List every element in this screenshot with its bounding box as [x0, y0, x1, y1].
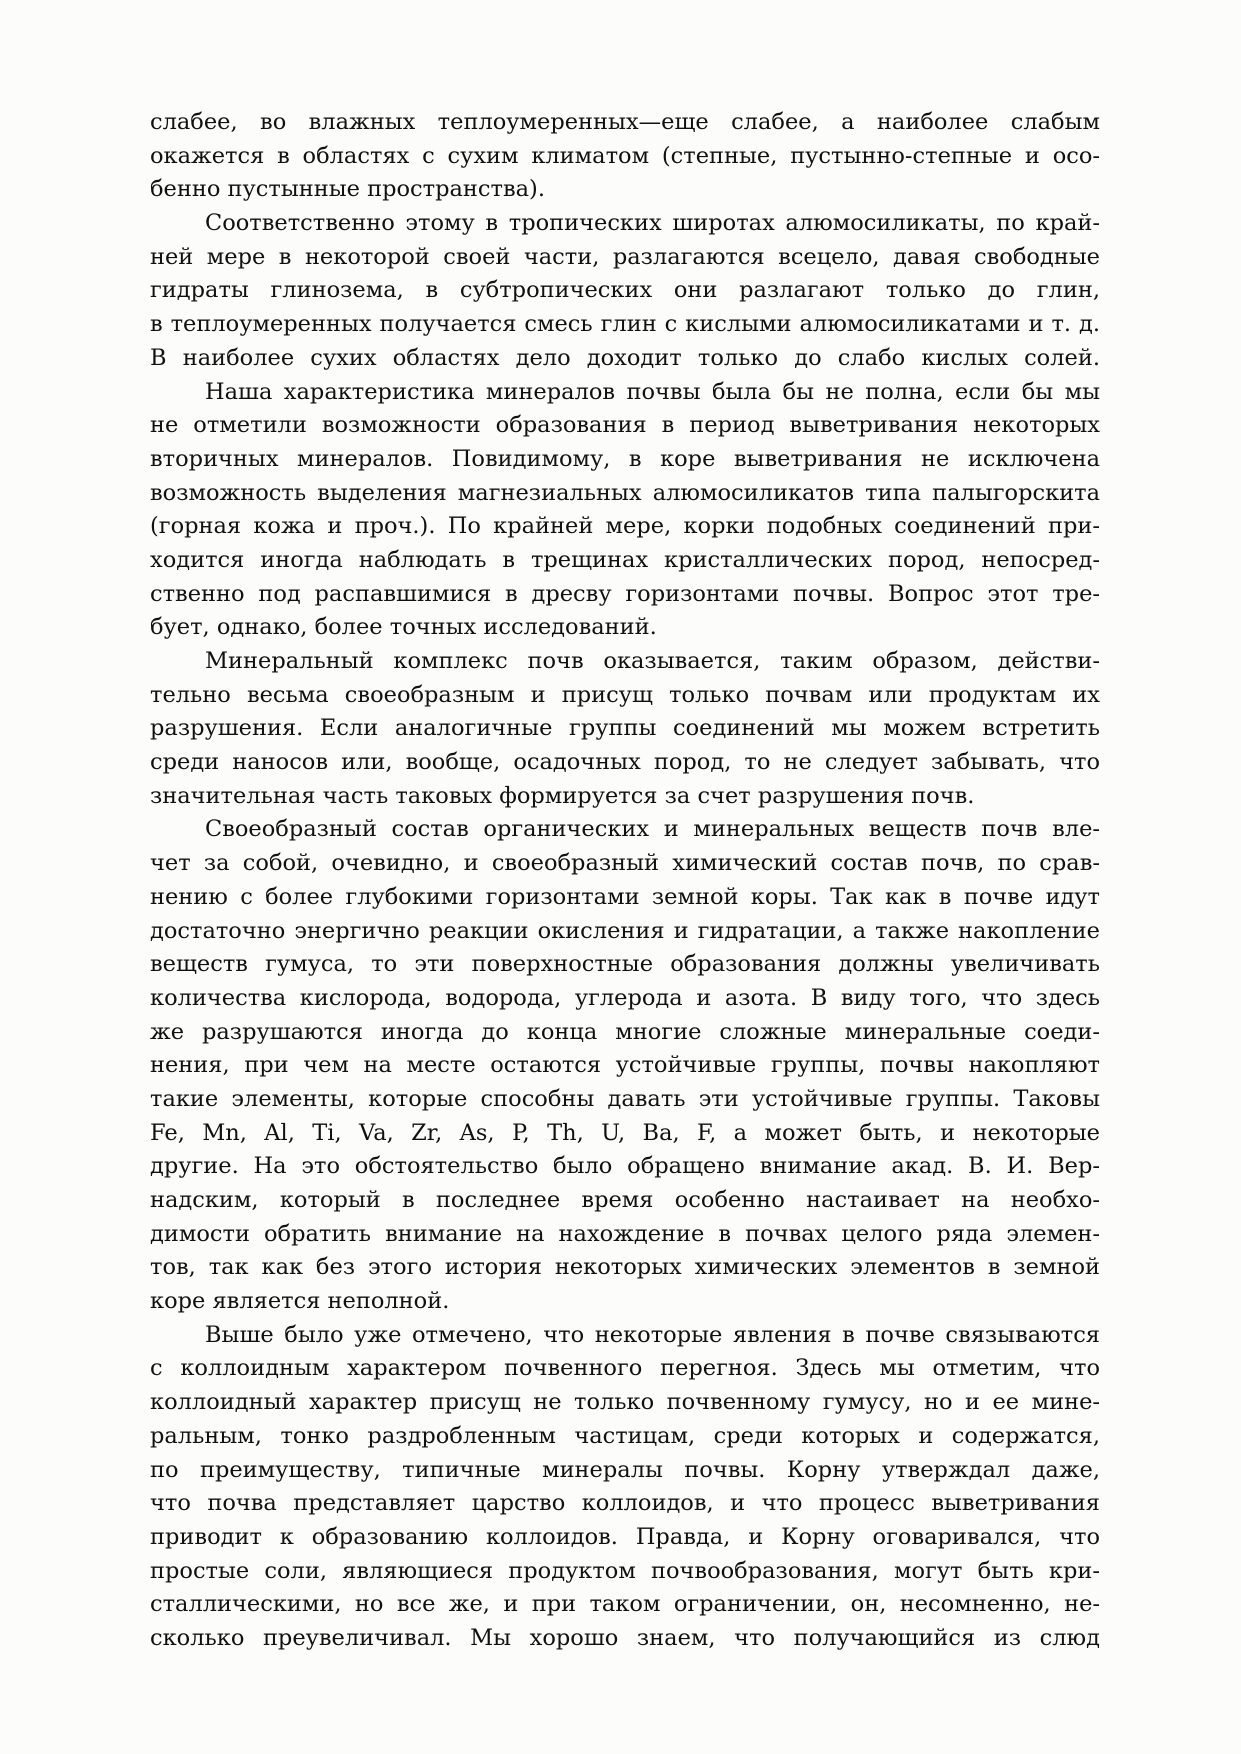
text-line: вторичных минералов. Повидимому, в коре выветривания не исключена — [150, 445, 1100, 472]
text-line: с коллоидным характером почвенного перегноя. Здесь мы отметим, что — [150, 1355, 1100, 1382]
text-line: слабее, во влажных теплоумеренных—еще слабее, а наиболее слабым — [150, 109, 1100, 135]
text-line: бует, однако, более точных исследований. — [150, 614, 657, 641]
text-line: веществ гумуса, то эти поверхностные образования должны увеличивать — [150, 951, 1100, 978]
paragraph-2 — [150, 207, 1100, 375]
text-line: в теплоумеренных получается смесь глин с кислыми алюмосиликатами и т. д. — [150, 311, 1100, 338]
text-line: коре является неполной. — [150, 1288, 450, 1315]
paragraph-6 — [150, 1319, 1100, 1656]
text-line: тов, так как без этого история некоторых химических элементов в земной — [150, 1254, 1100, 1281]
text-line: Fe, Mn, Al, Ti, Va, Zr, As, P, Th, U, Ba, F, а может быть, и некоторые — [150, 1119, 1100, 1146]
text-line: ственно под распавшимися в дресву горизонтами почвы. Вопрос этот тре- — [150, 580, 1100, 607]
text-line: Соответственно этому в тропических широтах алюмосиликаты, по край- — [205, 210, 1100, 237]
text-line: количества кислорода, водорода, углерода и азота. В виду того, что здесь — [150, 984, 1100, 1011]
text-line: Минеральный комплекс почв оказывается, таким образом, действи- — [205, 648, 1100, 674]
text-line: возможность выделения магнезиальных алюмосиликатов типа палыгорскита — [150, 479, 1100, 506]
body-text — [150, 106, 1100, 1656]
text-line: коллоидный характер присущ не только почвенному гумусу, но и ее мине- — [150, 1389, 1100, 1416]
text-line: нению с более глубокими горизонтами земной коры. Так как в почве идут — [150, 883, 1100, 910]
text-line: Наша характеристика минералов почвы была бы не полна, если бы мы — [205, 378, 1100, 405]
text-line: по преимуществу, типичные минералы почвы. Корну утверждал даже, — [150, 1456, 1100, 1483]
text-line: же разрушаются иногда до конца многие сложные минеральные соеди- — [150, 1018, 1100, 1045]
text-line: другие. На это обстоятельство было обращено внимание акад. В. И. Вер- — [150, 1153, 1100, 1180]
text-line: разрушения. Если аналогичные группы соединений мы можем встретить — [150, 715, 1100, 742]
text-line: сталлическими, но все же, и при таком ограничении, он, несомненно, не- — [150, 1591, 1100, 1618]
text-line: не отметили возможности образования в период выветривания некоторых — [150, 412, 1100, 439]
text-line: В наиболее сухих областях дело доходит только до слабо кислых солей. — [150, 344, 1100, 371]
text-line: надским, который в последнее время особенно настаивает на необхо- — [150, 1187, 1100, 1213]
text-line: окажется в областях с сухим климатом (степные, пустынно-степные и осо- — [150, 142, 1100, 169]
text-line: бенно пустынные пространства). — [150, 176, 545, 203]
text-line: ходится иногда наблюдать в трещинах кристаллических пород, непосред- — [150, 546, 1100, 573]
text-line: Своеобразный состав органических и минеральных веществ почв вле- — [205, 816, 1100, 843]
text-line: нения, при чем на месте остаются устойчивые группы, почвы накопляют — [150, 1052, 1100, 1079]
text-line: тельно весьма своеобразным и присущ только почвам или продуктам их — [150, 681, 1100, 708]
text-line: достаточно энергично реакции окисления и гидратации, а также накопление — [150, 917, 1100, 944]
paragraph-4 — [150, 645, 1100, 813]
text-line: такие элементы, которые способны давать эти устойчивые группы. Таковы — [150, 1085, 1100, 1112]
text-line: гидраты глинозема, в субтропических они разлагают только до глин, — [150, 277, 1100, 304]
text-line: ральным, тонко раздробленным частицам, среди которых и содержатся, — [150, 1422, 1100, 1449]
text-line: сколько преувеличивал. Мы хорошо знаем, что получающийся из слюд — [150, 1624, 1100, 1651]
text-line: чет за собой, очевидно, и своеобразный химический состав почв, по срав- — [150, 850, 1100, 877]
text-line: что почва представляет царство коллоидов, и что процесс выветривания — [150, 1490, 1100, 1517]
text-line: димости обратить внимание на нахождение в почвах целого ряда элемен- — [150, 1220, 1100, 1247]
text-line: (горная кожа и проч.). По крайней мере, корки подобных соединений при- — [150, 513, 1100, 540]
paragraph-3 — [150, 376, 1100, 646]
text-line: приводит к образованию коллоидов. Правда, и Корну оговаривался, что — [150, 1523, 1100, 1550]
text-line: Выше было уже отмечено, что некоторые явления в почве связываются — [205, 1321, 1100, 1348]
paragraph-5 — [150, 813, 1100, 1318]
text-line: среди наносов или, вообще, осадочных пород, то не следует забывать, что — [150, 749, 1100, 776]
paragraph-1 — [150, 106, 1100, 207]
text-line: значительная часть таковых формируется за счет разрушения почв. — [150, 782, 975, 809]
text-line: ней мере в некоторой своей части, разлагаются всецело, давая свободные — [150, 243, 1100, 270]
text-line: простые соли, являющиеся продуктом почвообразования, могут быть кри- — [150, 1557, 1100, 1584]
